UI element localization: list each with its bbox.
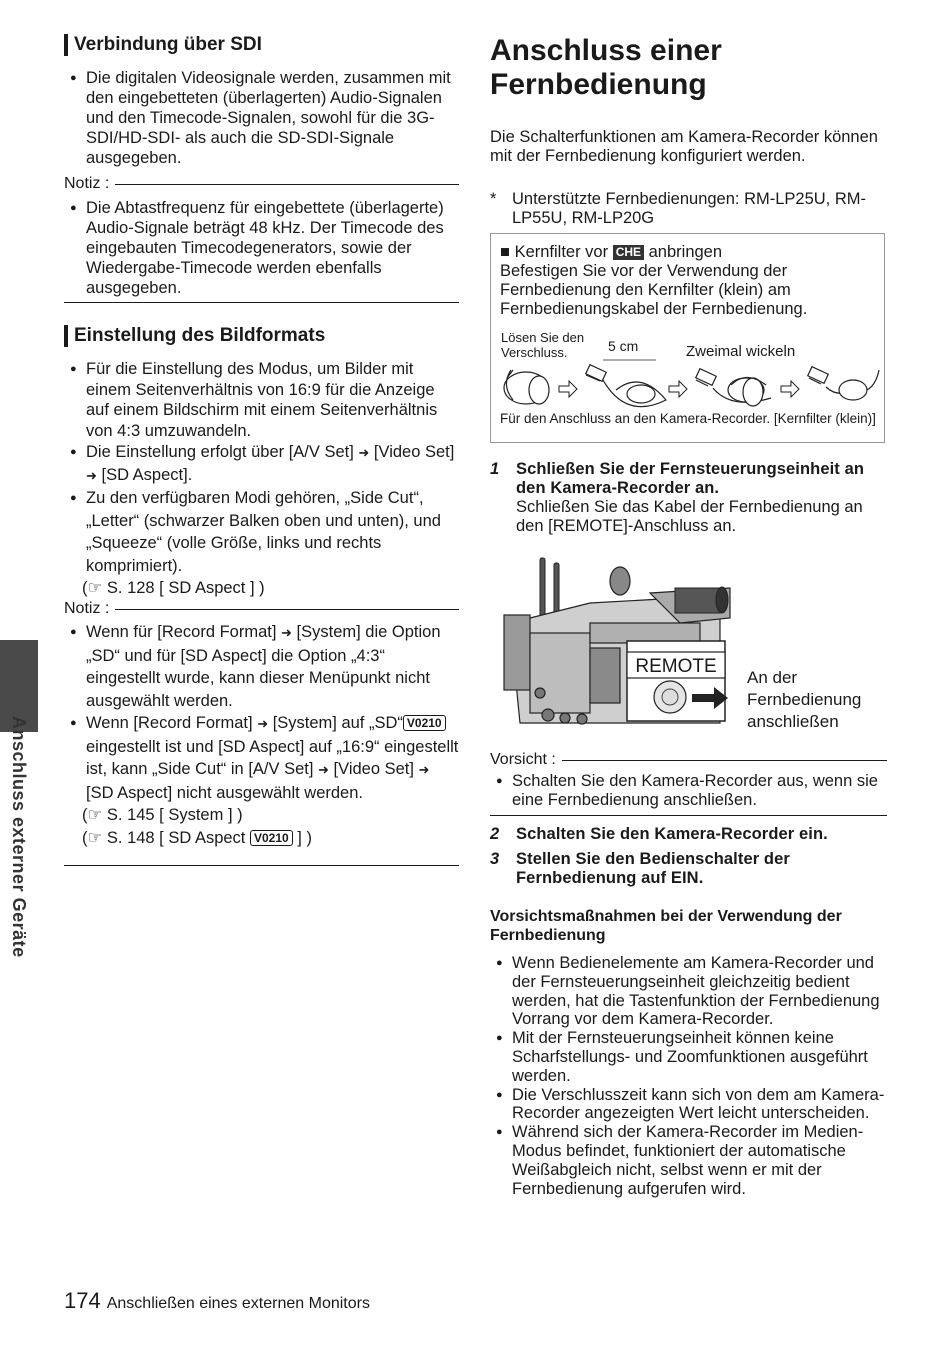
caution-list xyxy=(490,772,887,810)
sdi-note-label xyxy=(64,174,459,194)
page-reference: (☞ S. 148 [ SD Aspect V0210 ] ) xyxy=(82,828,312,847)
format-note-list xyxy=(64,621,459,849)
page-title: Anschluss einer Fernbedienung xyxy=(490,34,722,101)
format-bullet-list xyxy=(64,359,459,599)
core-filter-illustration xyxy=(491,330,884,440)
region-tag: CHE xyxy=(613,245,644,260)
list-item: ● Die Verschlusszeit kann sich von dem am Kamera-Recorder angezeigten Wert leicht unterscheiden. xyxy=(490,1086,887,1124)
svg-text:Verschluss.: Verschluss. xyxy=(501,345,568,360)
supported-remotes: * Unterstützte Fernbedienungen: RM-LP25U, RM-LP55U, RM-LP20G xyxy=(490,190,866,227)
page-number: 174 xyxy=(64,1288,101,1313)
caution-label: Vorsicht : xyxy=(490,750,887,770)
list-item: ● Wenn [Record Format] ➜ [System] auf „SD“ V0210 eingestellt ist und [SD Aspect] auf „16:9“ eingestellt ist, kann „Side Cut“ in [A/V Set] ➜ [Video Set] ➜ [SD Aspect] nicht ausgewählt werden. xyxy=(64,712,459,804)
arrow-right-icon xyxy=(669,381,687,397)
page-reference: (☞ S. 145 [ System ] ) xyxy=(82,806,243,824)
svg-text:Fernbedienung: Fernbedienung xyxy=(747,690,862,709)
svg-text:anschließen: anschließen xyxy=(747,712,839,731)
list-item: ● Wenn für [Record Format] ➜ [System] die Option „SD“ und für [SD Aspect] die Option „4:3“ eingestellt wurde, kann dieser Menüpunkt nicht ausgewählt werden. xyxy=(64,621,459,712)
list-item: ● Für die Einstellung des Modus, um Bilder mit einem Seitenverhältnis von 16:9 für die Anzeige auf einem Bildschirm mit einem Seitenverhältnis von 4:3 umzuwandeln. xyxy=(64,359,459,441)
arrow-right-icon xyxy=(781,381,799,397)
list-item: ● Mit der Fernsteuerungseinheit können keine Scharfstellungs- und Zoomfunktionen ausgeführt werden. xyxy=(490,1029,887,1085)
chapter-label: Anschluss externer Geräte xyxy=(9,716,29,958)
arrow-right-icon: ➜ xyxy=(418,762,430,777)
list-item: ● Die digitalen Videosignale werden, zusammen mit den eingebetteten (überlagerten) Audio-Signalen und den Timecode-Signalen, sowohl für die 3G-SDI/HD-SDI- als auch die SD-SDI-Signale ausgegeben. xyxy=(64,68,459,168)
cable-finished-icon xyxy=(808,367,879,400)
svg-text:Für den Anschluss an den Kamer: Für den Anschluss an den Kamera-Recorder. [Kernfilter (klein)] xyxy=(500,411,876,426)
core-filter-box xyxy=(490,233,885,443)
model-tag: V0210 xyxy=(250,830,293,846)
precautions-heading: Vorsichtsmaßnahmen bei der Verwendung der Fernbedienung xyxy=(490,908,842,944)
divider xyxy=(64,302,459,303)
precautions-list xyxy=(490,954,887,1198)
list-item: ● Während sich der Kamera-Recorder im Medien-Modus befindet, funktioniert der automatische Weißabgleich nicht, selbst wenn er mit der Fernbedienung aufgerufen wird. xyxy=(490,1123,887,1198)
sdi-bullet-list xyxy=(64,68,459,168)
remote-port-label: REMOTE xyxy=(635,656,717,677)
step-3: 3 Stellen Sie den Bedienschalter der Fernbedienung auf EIN. xyxy=(490,850,790,887)
arrow-right-icon: ➜ xyxy=(257,716,269,731)
reference-hand-icon: ☞ xyxy=(87,828,103,847)
antenna-icon xyxy=(540,558,559,618)
footer-title: Anschließen eines externen Monitors xyxy=(106,1295,370,1312)
core-filter-open-icon xyxy=(504,370,549,404)
divider xyxy=(490,815,887,816)
arrow-right-icon: ➜ xyxy=(86,468,97,483)
reference-hand-icon: ☞ xyxy=(87,806,103,824)
filter-instructions: ■ Kernfilter vor CHE anbringen Befestigen Sie vor der Verwendung der Fernbedienung den Kernfilter (klein) am Fernbedienungskabel der Fernbedienung. xyxy=(500,243,808,318)
camera-remote-illustration xyxy=(490,553,887,748)
lens-icon xyxy=(675,587,728,613)
step-1: 1 Schließen Sie der Fernsteuerungseinheit an den Kamera-Recorder an. Schließen Sie das Kabel der Fernbedienung an den [REMOTE]-Anschluss an. xyxy=(490,460,865,535)
sdi-heading: Verbindung über SDI xyxy=(64,34,262,56)
cable-wrap-icon xyxy=(696,369,771,406)
format-note-label xyxy=(64,599,459,619)
format-heading: Einstellung des Bildformats xyxy=(64,325,325,347)
list-item: ● Schalten Sie den Kamera-Recorder aus, wenn sie eine Fernbedienung anschließen. xyxy=(490,772,887,810)
divider xyxy=(64,865,459,866)
svg-text:Zweimal wickeln: Zweimal wickeln xyxy=(686,343,796,360)
sdi-note-list xyxy=(64,198,459,298)
note-label: Notiz : xyxy=(64,600,110,617)
arrow-right-icon: ➜ xyxy=(281,625,292,640)
list-item: ● Zu den verfügbaren Modi gehören, „Side Cut“, „Letter“ (schwarzer Balken oben und unten), und „Squeeze“ (volle Größe, links und rechts komprimiert). xyxy=(64,487,459,577)
list-item: ● Wenn Bedienelemente am Kamera-Recorder und der Fernsteuerungseinheit gleichzeitig bedient werden, hat die Tastenfunktion der Fernbedienung Vorrang vor dem Kamera-Recorder. xyxy=(490,954,887,1029)
svg-text:5 cm: 5 cm xyxy=(608,338,639,354)
reference-hand-icon: ☞ xyxy=(87,579,103,597)
list-item: ● Die Abtastfrequenz für eingebettete (überlagerte) Audio-Signale beträgt 48 kHz. Der Timecode des eingebauten Timecodegenerators, sowie der Wiedergabe-Timecode werden ebenfalls ausgegeben. xyxy=(64,198,459,298)
square-bullet-icon: ■ xyxy=(500,243,510,261)
step-2: 2 Schalten Sie den Kamera-Recorder ein. xyxy=(490,825,828,843)
list-item: ● Die Einstellung erfolgt über [A/V Set] ➜ [Video Set] ➜ [SD Aspect]. xyxy=(64,441,459,487)
arrow-right-icon xyxy=(559,381,577,397)
intro-text: Die Schalterfunktionen am Kamera-Recorder können mit der Fernbedienung konfiguriert werden. xyxy=(490,128,878,165)
model-tag: V0210 xyxy=(403,715,446,731)
arrow-right-icon: ➜ xyxy=(358,445,370,460)
page-reference: (☞ S. 128 [ SD Aspect ] ) xyxy=(82,579,265,597)
note-label: Notiz : xyxy=(64,175,110,192)
svg-text:Lösen Sie den: Lösen Sie den xyxy=(501,330,585,345)
page-footer xyxy=(64,1288,370,1314)
svg-text:An der: An der xyxy=(747,668,798,687)
arrow-right-icon: ➜ xyxy=(318,762,329,777)
remote-port-icon xyxy=(654,681,686,713)
cable-measure-icon xyxy=(586,360,666,407)
